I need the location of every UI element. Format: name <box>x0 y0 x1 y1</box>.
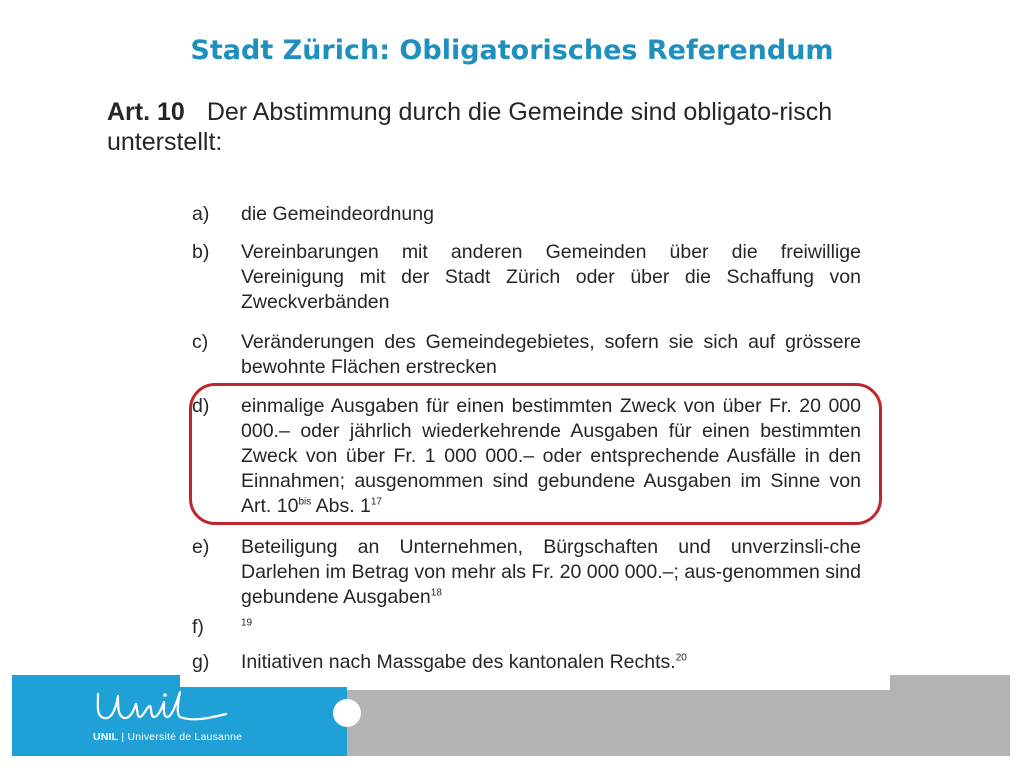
item-text: Veränderungen des Gemeindegebietes, sofern sie sich auf grössere bewohnte Flächen erstrecken <box>241 331 861 378</box>
item-text-tail: Abs. 1 <box>311 495 371 517</box>
item-letter: f) <box>192 616 204 638</box>
item-letter: g) <box>192 651 210 673</box>
footer-grey-tab <box>890 675 1010 690</box>
item-letter: d) <box>192 395 210 417</box>
slide-title: Stadt Zürich: Obligatorisches Referendum <box>190 35 834 66</box>
item-text-main: Beteiligung an Unternehmen, Bürgschaften und unverzinsli-che Darlehen im Betrag von mehr als Fr. 20 000 000.–; aus-genommen sind gebundene Ausgaben <box>241 536 862 608</box>
footer-band <box>0 672 1024 768</box>
footnote-marker: 18 <box>430 587 442 599</box>
item-text-main: einmalige Ausgaben für einen bestimmten Zweck von über Fr. 20 000 000.– oder jährlich wiederkehrende Ausgaben für einen bestimmten Zweck von über Fr. 1 000 000.– oder entsprechende Ausfälle in den Einnahmen; ausgenommen sind gebundene Ausgaben im Sinne von Art. 10 <box>241 395 861 517</box>
item-text: die Gemeindeordnung <box>241 203 434 225</box>
article-number: Art. 10 <box>107 98 185 126</box>
highlight-frame <box>189 383 882 525</box>
item-text-main: Initiativen nach Massgabe des kantonalen Rechts. <box>241 651 676 673</box>
logo-abbr: UNIL <box>93 731 119 743</box>
item-letter: b) <box>192 241 210 263</box>
unil-logo-text <box>93 731 242 743</box>
footer-dot <box>333 699 361 727</box>
footer-grey-bar <box>347 690 1010 756</box>
item-letter: a) <box>192 203 210 225</box>
superscript-bis: bis <box>298 496 312 508</box>
item-letter: e) <box>192 536 210 558</box>
footnote-marker: 19 <box>241 617 253 629</box>
footnote-marker: 17 <box>370 496 382 508</box>
item-text <box>241 615 861 640</box>
article-heading-text: Der Abstimmung durch die Gemeinde sind obligato-risch unterstellt: <box>107 98 833 156</box>
footnote-marker: 20 <box>675 652 687 664</box>
article-heading <box>107 97 907 157</box>
logo-name: Université de Lausanne <box>127 731 243 743</box>
item-letter: c) <box>192 331 209 353</box>
logo-separator: | <box>118 731 128 743</box>
item-text: Vereinbarungen mit anderen Gemeinden über die freiwillige Vereinigung mit der Stadt Zürich oder über die Schaffung von Zweckverbänden <box>241 241 861 313</box>
unil-logo-icon <box>92 686 232 730</box>
item-text <box>241 535 861 610</box>
